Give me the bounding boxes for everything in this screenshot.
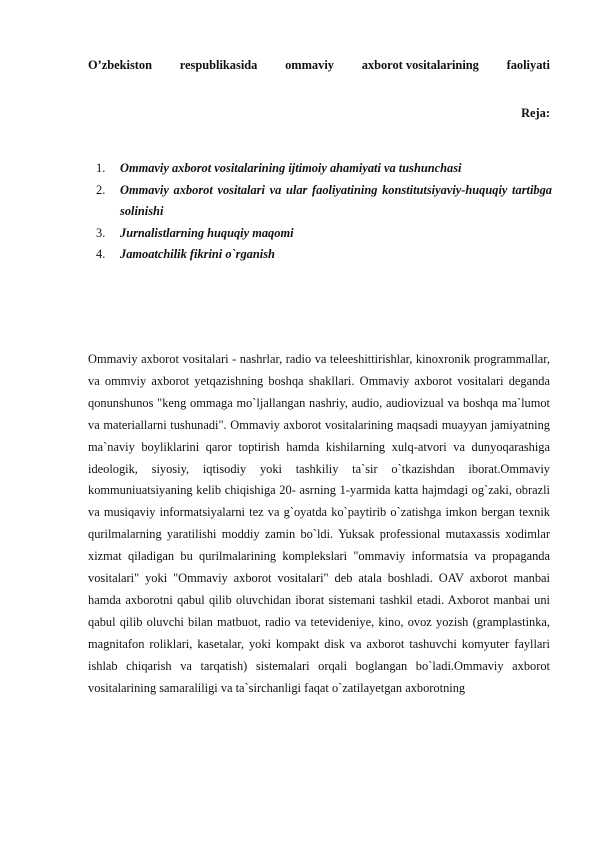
- body-paragraph: Ommaviy axborot vositalari - nashrlar, radio va teleeshittirishlar, kinoxronik programmallar, va ommviy axborot yetqazishning boshqa shakllari. Ommaviy axborot vositalari deganda qonunshunos "keng ommaga mo`ljallangan nashriy, audio, audiovizual va boshqa ma`lumot va materiallarni tushunadi". Ommaviy axborot vositalarining maqsadi muayyan jamiyatning ma`naviy boyliklarini qaror toptirish hamda kishilarning xulq-atvori va dunyoqarashiga ideologik, siyosiy, iqtisodiy yoki tashkiliy ta`sir o`tkazishdan iborat.Ommaviy kommuniuatsiyaning kelib chiqishiga 20- asrning 1-yarmida katta hajmdagi og`zaki, obrazli va musiqaviy informatsiyalarni tez va g`oyatda ko`paytirib o`zatishga imkon bergan texnik qurilmalarning yaratilishi moddiy zamin bo`ldi. Yuksak professional mutaxassis xodimlar xizmat qiladigan bu qurilmalarining komplekslari "ommaviy informatsia va propaganda vositalari" yoki "Ommaviy axborot vositalari" deb atala boshladi. OAV axborot manbai hamda axborotni qabul qilib oluvchidan iborat sistemani tashkil etadi. Axborot manbai uni qabul qilib oluvchi bilan matbuot, radio va tetevideniye, kino, ovoz yozish (gramplastinka, magnitafon roliklari, kasetalar, yoki kompakt disk va axborot tashuvchi komyuter fayllari ishlab chiqarish va tarqatish) sistemalari orqali boglangan bo`ladi.Ommaviy axborot vositalarining samaraliligi va ta`sirchanligi faqat o`zatilayetgan axborotning: [88, 352, 550, 695]
- title-word: respublikasida: [179, 58, 258, 72]
- plan-item-number: 2.: [96, 182, 106, 197]
- plan-item-number: 1.: [96, 161, 106, 175]
- plan-heading: Reja:: [521, 106, 550, 120]
- plan-item-text: Ommaviy axborot vositalari va ular faoliyatining konstitutsiyaviy-huquqiy tartibga solinishi: [120, 182, 552, 218]
- plan-list: [96, 158, 552, 266]
- plan-item-text: Jurnalistlarning huquqiy maqomi: [120, 225, 294, 240]
- title-word: ommaviy: [285, 58, 334, 72]
- title-word: faoliyati: [506, 58, 550, 72]
- plan-item: [96, 223, 552, 245]
- plan-item-text: Jamoatchilik fikrini o`rganish: [120, 247, 275, 261]
- plan-item: [96, 244, 552, 266]
- plan-item: [96, 180, 552, 223]
- plan-item: [96, 158, 552, 180]
- plan-item-number: 3.: [96, 225, 106, 240]
- title-word: O’zbekiston: [88, 58, 153, 72]
- plan-item-number: 4.: [96, 247, 106, 261]
- title-word: axborot vositalarining: [361, 58, 479, 72]
- document-title: [88, 58, 550, 73]
- plan-item-text: Ommaviy axborot vositalarining ijtimoiy ahamiyati va tushunchasi: [120, 161, 462, 175]
